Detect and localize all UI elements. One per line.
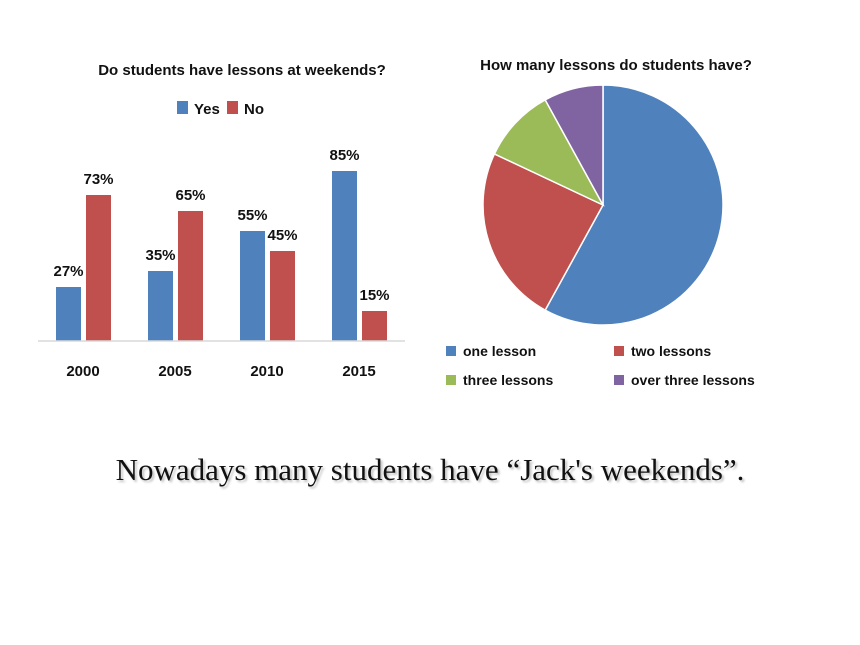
data-label-no-2005: 65% [175,187,206,204]
x-tick-2015: 2015 [342,363,376,380]
data-label-no-2010: 45% [267,227,298,244]
data-label-yes-2010: 55% [237,207,268,224]
caption-text: Nowadays many students have “Jack's weekends”. [115,452,745,487]
data-label-no-2015: 15% [359,287,390,304]
data-label-yes-2005: 35% [145,247,176,264]
pie-legend [446,343,755,388]
legend-label-two-lessons: two lessons [631,343,712,359]
legend-label-over-three-lessons: over three lessons [631,372,755,388]
x-tick-2005: 2005 [158,363,192,380]
data-label-yes-2000: 27% [53,263,84,280]
legend-label-yes: Yes [194,101,220,118]
data-label-yes-2015: 85% [329,147,360,164]
x-tick-2000: 2000 [66,363,100,380]
x-tick-2010: 2010 [250,363,284,380]
legend-swatch-one-lesson [446,346,456,356]
pie-marks [483,85,723,325]
legend-label-no: No [244,101,264,118]
legend-swatch-three-lessons [446,375,456,385]
legend-label-three-lessons: three lessons [463,372,554,388]
legend-swatch-two-lessons [614,346,624,356]
data-label-no-2000: 73% [83,171,114,188]
pie-chart-title: How many lessons do students have? [480,57,752,74]
legend-swatch-over-three-lessons [614,375,624,385]
bar-chart-title: Do students have lessons at weekends? [98,62,386,79]
legend-label-one-lesson: one lesson [463,343,537,359]
